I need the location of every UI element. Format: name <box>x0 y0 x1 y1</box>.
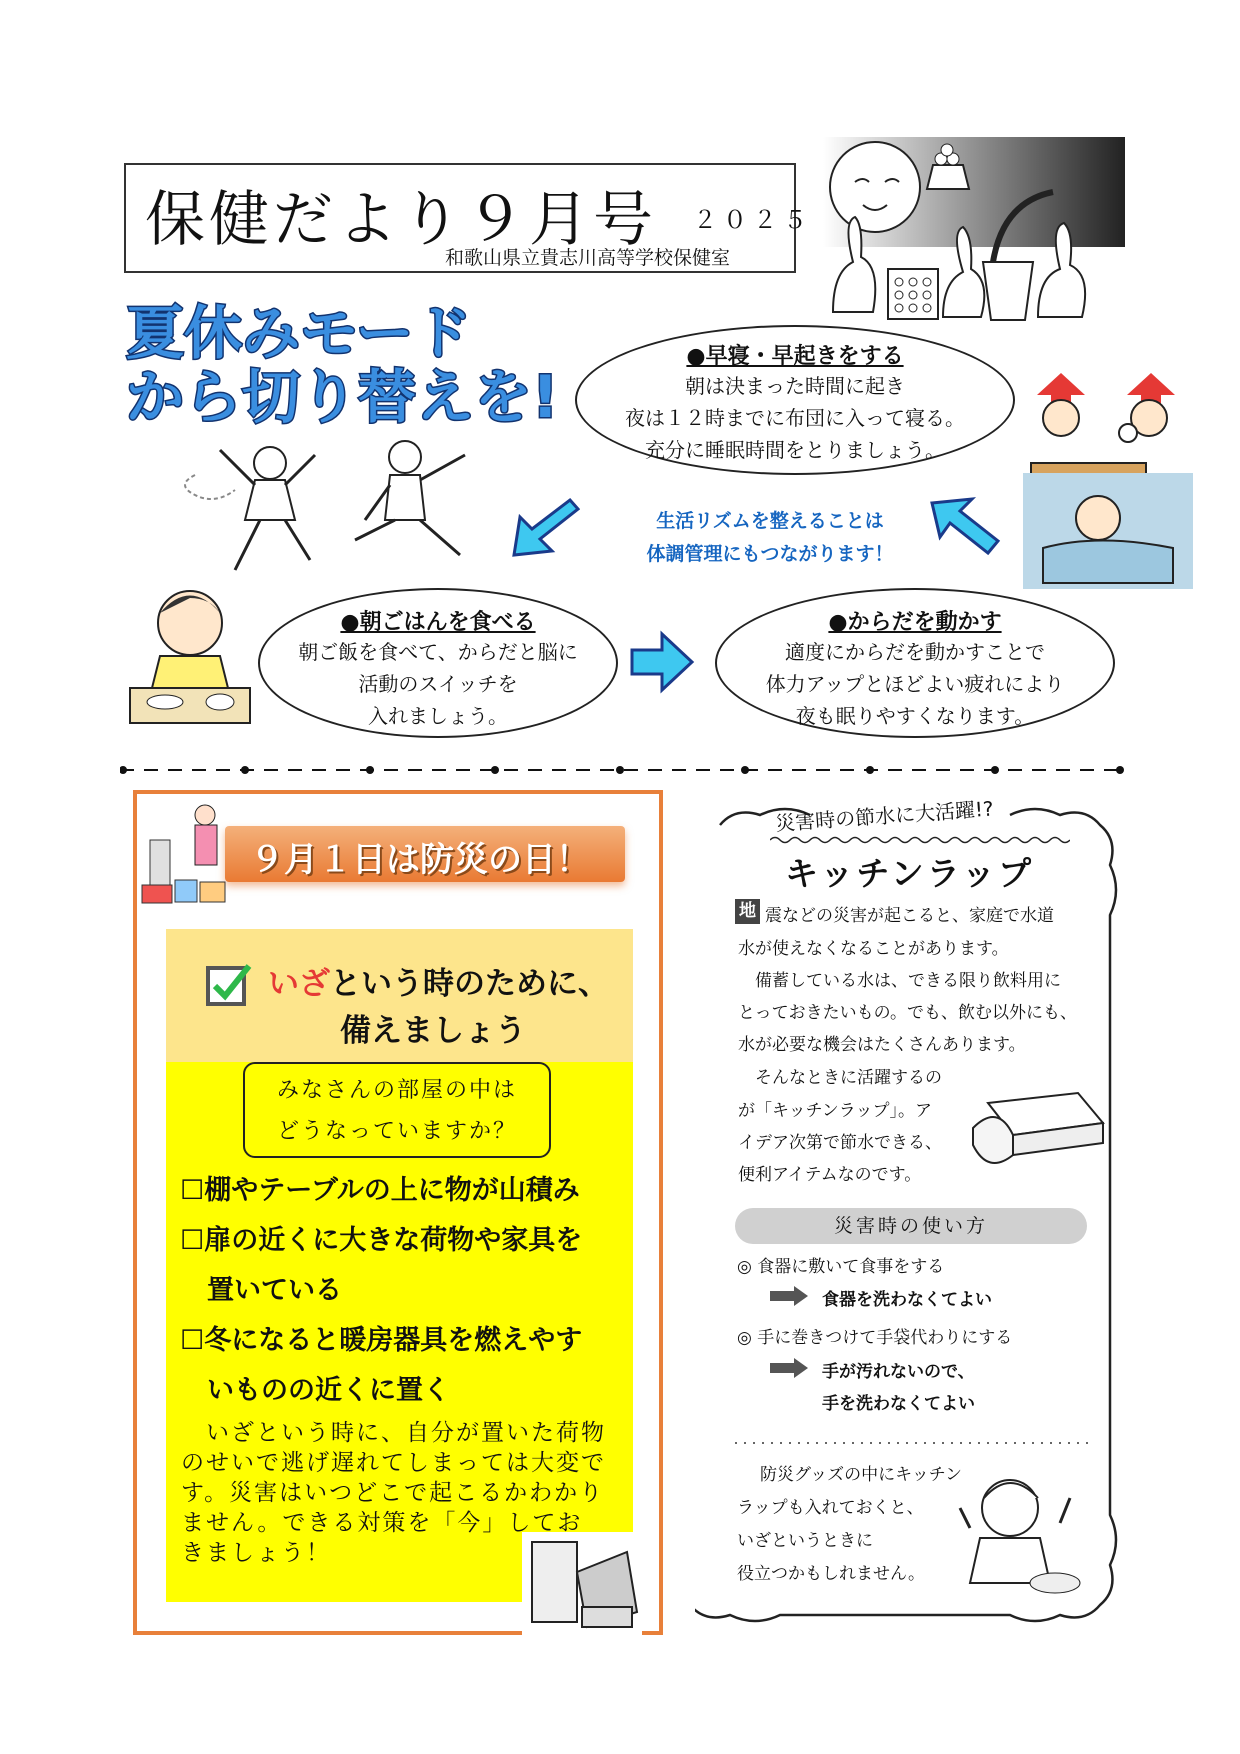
wrap-roll-illustration <box>968 1083 1108 1173</box>
dotted-separator <box>735 1437 1095 1449</box>
closing-line: 役立つかもしれません。 <box>737 1564 926 1584</box>
usage-item: ◎ 手に巻きつけて手袋代わりにする <box>737 1328 1013 1348</box>
moon-rabbits-illustration <box>823 137 1125 325</box>
wrap-paragraph-line: そんなときに活躍するの <box>738 1068 942 1088</box>
kids-sleeping-illustration <box>1023 373 1193 589</box>
tip-sleep-line: 朝は決まった時間に起き <box>685 374 905 398</box>
wave-underline <box>770 835 1070 845</box>
wrap-paragraph-line: 水が必要な機会はたくさんあります。 <box>738 1035 1026 1055</box>
tip-exercise-line: 夜も眠りやすくなります。 <box>795 704 1035 728</box>
kitchen-wrap-title: キッチンラップ <box>785 854 1035 893</box>
wrap-paragraph-line: 水が使えなくなることがあります。 <box>738 939 1009 959</box>
tip-exercise-title: ●からだを動かす <box>828 610 1002 635</box>
wrap-paragraph-line: 備蓄している水は、できる限り飲料用に <box>738 971 1061 991</box>
tip-sleep-line: 充分に睡眠時間をとりましょう。 <box>645 438 945 462</box>
wrap-paragraph-line: が「キッチンラップ」。ア <box>738 1101 932 1121</box>
rhythm-message <box>600 505 940 571</box>
wrap-paragraph-line: イデア次第で節水できる、 <box>738 1133 942 1153</box>
checklist-item: ☐棚やテーブルの上に物が山積み <box>180 1175 580 1206</box>
wrap-paragraph-line: 便利アイテムなのです。 <box>738 1165 922 1185</box>
checklist-item: 置いている <box>180 1275 342 1306</box>
closing-line: 防災グッズの中にキッチン <box>760 1465 962 1485</box>
checklist-item: ☐扉の近くに大きな荷物や家具を <box>180 1225 583 1256</box>
headline-line2: から切り替えを! <box>126 363 559 425</box>
usage-item: ◎ 食器に敷いて食事をする <box>737 1257 945 1277</box>
prepare-heading-emphasis: いざ <box>268 966 330 1002</box>
wrap-paragraph-line: とっておきたいもの。でも、飲む以外にも、 <box>738 1003 1077 1023</box>
headline-line1: 夏休みモード <box>126 299 472 367</box>
school-name: 和歌山県立貴志川高等学校保健室 <box>445 247 731 269</box>
prepare-heading-line1 <box>268 958 609 1003</box>
arrow-right-icon <box>770 1358 808 1378</box>
prepare-heading-line2: 備えましょう <box>340 1013 526 1049</box>
checkbox-checked-icon <box>205 960 253 1008</box>
rhythm-message-line: 体調管理にもつながります！ <box>646 543 894 565</box>
boy-thumbs-up-illustration <box>950 1468 1090 1598</box>
usage-result: 手を洗わなくてよい <box>822 1394 975 1414</box>
disaster-advice: いざという時に、自分が置いた荷物のせいで逃げ遅れてしまっては大変です。災害はいつどこで起こるかわかりません。できる対策を「今」しておきましょう！ <box>181 1420 606 1566</box>
prepare-heading-rest: という時のために、 <box>330 966 609 1002</box>
dotted-divider <box>120 764 1125 776</box>
tip-breakfast-line: 朝ご飯を食べて、からだと脳に <box>298 640 578 664</box>
disaster-goods-illustration <box>140 800 230 910</box>
headline <box>120 295 560 425</box>
tip-breakfast-title: ●朝ごはんを食べる <box>340 610 536 635</box>
tip-sleep-title: ●早寝・早起きをする <box>686 344 904 369</box>
kitchen-wrap-subtitle: 災害時の節水に大活躍!? <box>774 796 995 836</box>
checklist-item: ☐冬になると暖房器具を燃えやす <box>180 1325 583 1356</box>
tip-breakfast <box>258 588 618 738</box>
arrow-right-icon <box>628 628 696 696</box>
arrow-up-left-icon <box>928 495 1003 560</box>
arrow-right-icon <box>770 1286 808 1306</box>
tip-breakfast-line: 活動のスイッチを <box>358 672 518 696</box>
room-question-line: どうなっていますか？ <box>276 1119 517 1144</box>
disaster-day-title: ９月１日は防災の日！ <box>250 840 590 880</box>
fallen-furniture-illustration <box>522 1532 642 1635</box>
rhythm-message-line: 生活リズムを整えることは <box>656 510 884 532</box>
wrap-paragraph-line: 震などの災害が起こると、家庭で水道 <box>765 906 1054 926</box>
tip-breakfast-line: 入れましょう。 <box>368 704 508 728</box>
tip-exercise-line: 適度にからだを動かすことで <box>785 640 1045 664</box>
arrow-down-left-icon <box>510 495 580 560</box>
drop-cap: 地 <box>735 899 760 924</box>
page-title: 保健だより９月号 <box>145 185 657 255</box>
tip-exercise <box>715 588 1115 738</box>
checklist-item: いものの近くに置く <box>180 1375 450 1406</box>
running-kids-illustration <box>175 435 495 585</box>
room-question-box <box>243 1062 551 1158</box>
boy-eating-breakfast-illustration <box>125 578 255 728</box>
usage-result: 手が汚れないので、 <box>822 1362 975 1382</box>
tip-sleep-line: 夜は１２時までに布団に入って寝る。 <box>625 406 965 430</box>
tip-sleep <box>575 325 1015 475</box>
closing-line: いざというときに <box>737 1531 873 1551</box>
tip-exercise-line: 体力アップとほどよい疲れにより <box>765 672 1065 696</box>
closing-line: ラップも入れておくと、 <box>737 1498 924 1518</box>
room-question-line: みなさんの部屋の中は <box>276 1078 517 1103</box>
issue-year: ２０２５ <box>693 206 813 234</box>
usage-heading: 災害時の使い方 <box>735 1208 1087 1244</box>
usage-result: 食器を洗わなくてよい <box>822 1290 992 1310</box>
